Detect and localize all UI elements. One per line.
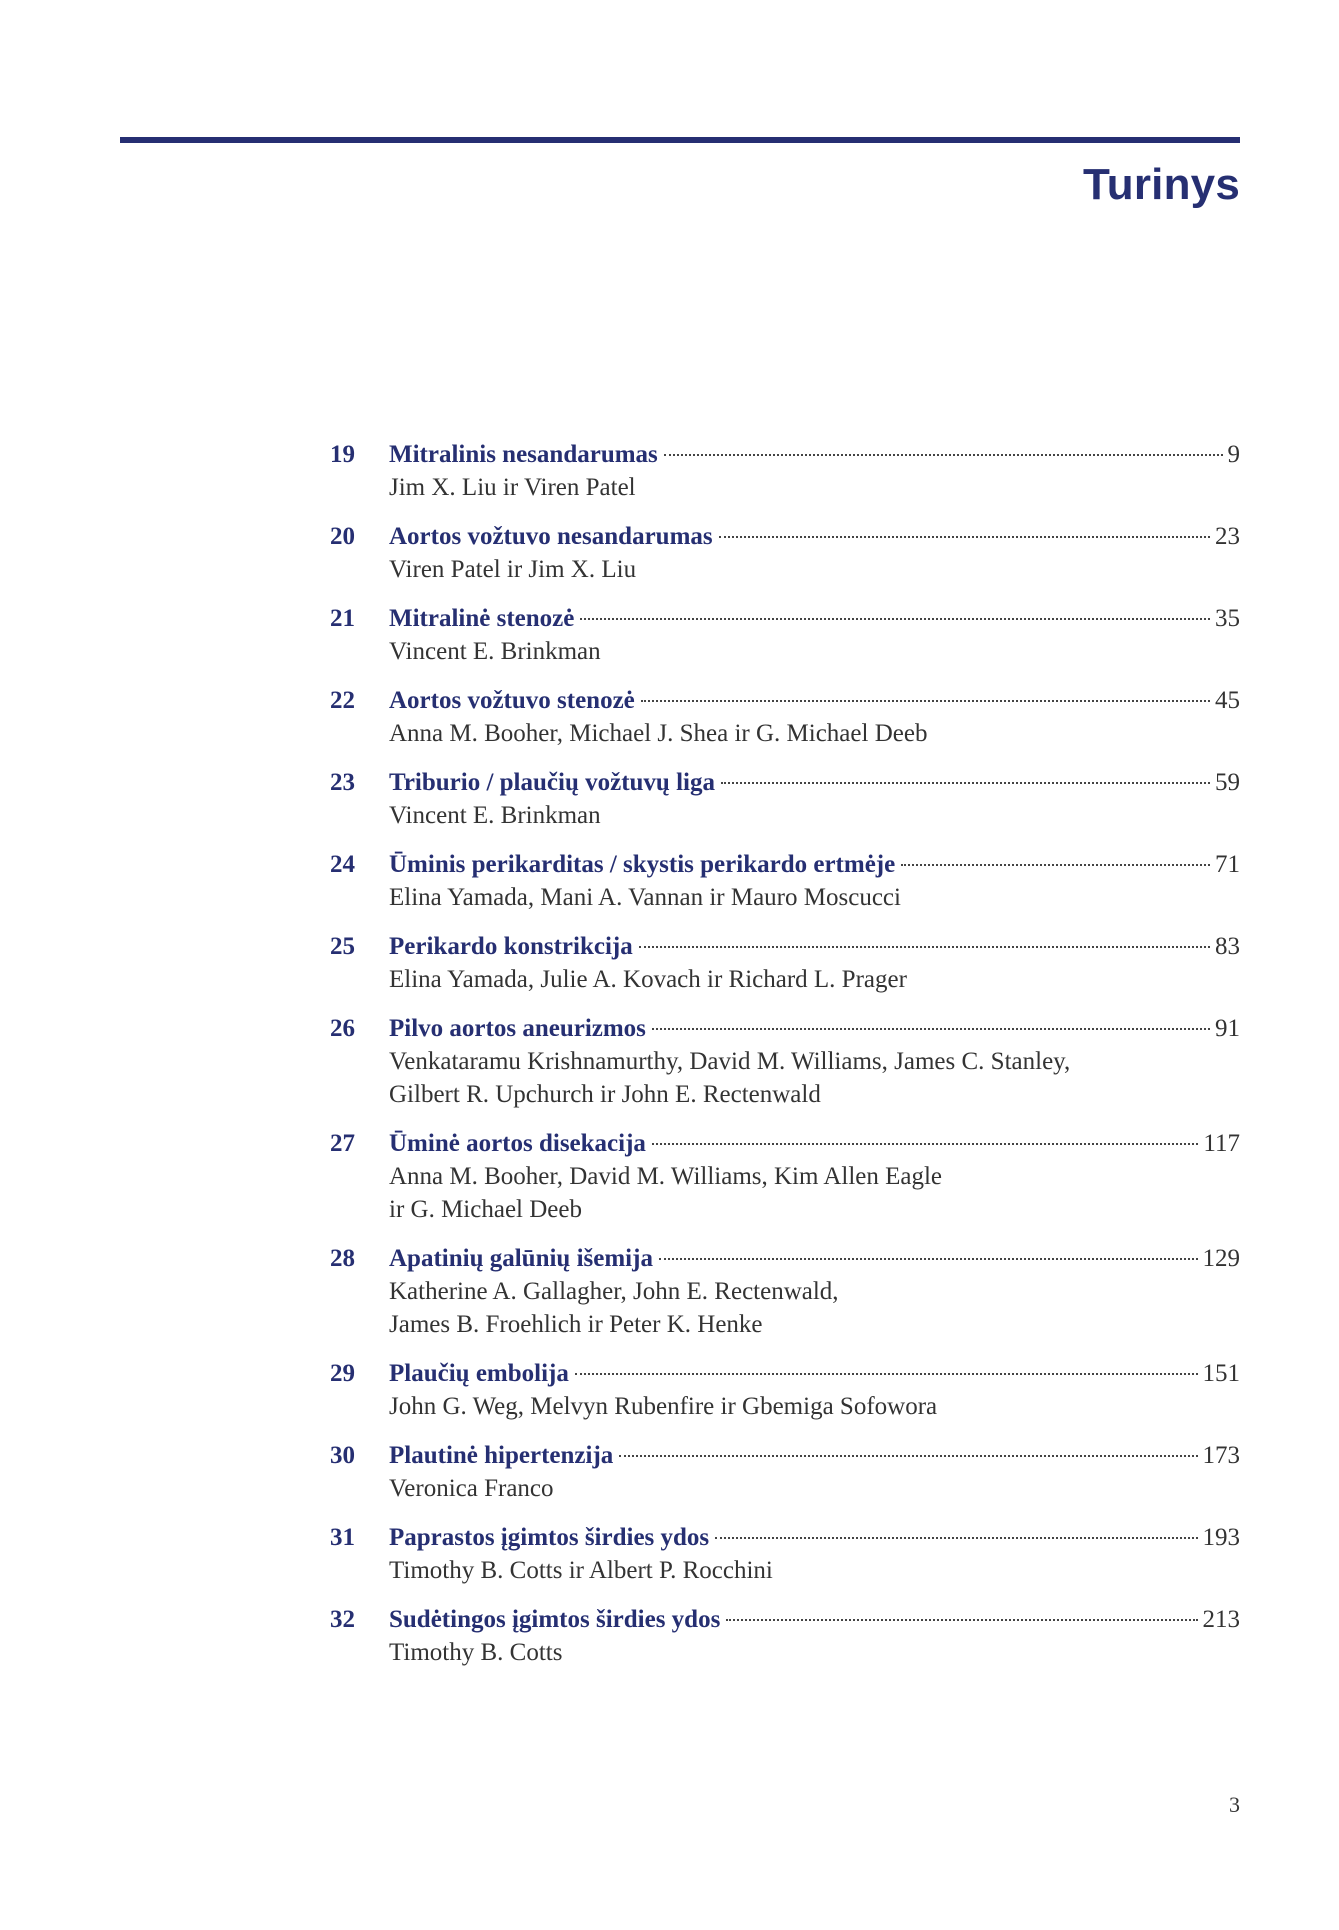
dot-leader <box>719 536 1210 538</box>
chapter-title-line <box>389 1012 1240 1045</box>
chapter-title-line <box>389 1357 1240 1390</box>
page-title: Turinys <box>1082 160 1240 209</box>
chapter-authors <box>389 471 1240 504</box>
chapter-number: 22 <box>330 687 355 714</box>
author-line: Veronica Franco <box>389 1475 554 1502</box>
chapter-page-ref: 213 <box>1202 1606 1240 1633</box>
chapter-page-ref: 129 <box>1202 1245 1240 1272</box>
chapter-page-ref: 151 <box>1202 1360 1240 1387</box>
chapter-title[interactable]: Sudėtingos įgimtos širdies ydos <box>389 1606 721 1633</box>
dot-leader <box>901 864 1210 866</box>
toc-entry[interactable] <box>330 1357 1240 1423</box>
chapter-title[interactable]: Plaučių embolija <box>389 1360 569 1387</box>
toc-entry[interactable] <box>330 766 1240 832</box>
author-line: Katherine A. Gallagher, John E. Rectenwald, <box>389 1278 839 1305</box>
chapter-page-ref: 59 <box>1215 769 1240 796</box>
chapter-page-ref: 83 <box>1215 933 1240 960</box>
chapter-authors <box>389 717 1240 750</box>
chapter-title[interactable]: Ūminė aortos disekacija <box>389 1130 646 1157</box>
author-line: James B. Froehlich ir Peter K. Henke <box>389 1311 763 1338</box>
chapter-title[interactable]: Paprastos įgimtos širdies ydos <box>389 1524 710 1551</box>
dot-leader <box>652 1028 1210 1030</box>
dot-leader <box>619 1455 1197 1457</box>
chapter-title[interactable]: Perikardo konstrikcija <box>389 933 633 960</box>
chapter-authors <box>389 635 1240 668</box>
author-line: Gilbert R. Upchurch ir John E. Rectenwald <box>389 1081 821 1108</box>
dot-leader <box>726 1619 1197 1621</box>
dot-leader <box>575 1373 1198 1375</box>
toc-entry[interactable] <box>330 1127 1240 1226</box>
chapter-page-ref: 71 <box>1215 851 1240 878</box>
dot-leader <box>639 946 1210 948</box>
chapter-title[interactable]: Pilvo aortos aneurizmos <box>389 1015 646 1042</box>
dot-leader <box>641 700 1210 702</box>
chapter-number: 32 <box>330 1606 355 1633</box>
chapter-title[interactable]: Triburio / plaučių vožtuvų liga <box>389 769 715 796</box>
chapter-number: 28 <box>330 1245 355 1272</box>
chapter-authors <box>389 1554 1240 1587</box>
chapter-title-line <box>389 848 1240 881</box>
chapter-authors <box>389 1390 1240 1423</box>
page-number: 3 <box>1229 1792 1240 1817</box>
dot-leader <box>580 618 1210 620</box>
chapter-authors <box>389 881 1240 914</box>
author-line: Elina Yamada, Julie A. Kovach ir Richard L. Prager <box>389 966 907 993</box>
dot-leader <box>652 1143 1199 1145</box>
toc-entry[interactable] <box>330 1521 1240 1587</box>
toc-entry[interactable] <box>330 848 1240 914</box>
table-of-contents <box>330 438 1240 1685</box>
chapter-title-line <box>389 1603 1240 1636</box>
chapter-number: 29 <box>330 1360 355 1387</box>
chapter-title-line <box>389 602 1240 635</box>
header-rule <box>120 137 1240 143</box>
chapter-number: 19 <box>330 441 355 468</box>
chapter-authors <box>389 553 1240 586</box>
toc-entry[interactable] <box>330 684 1240 750</box>
chapter-page-ref: 173 <box>1202 1442 1240 1469</box>
chapter-authors <box>389 1636 1240 1669</box>
author-line: Vincent E. Brinkman <box>389 638 601 665</box>
author-line: Timothy B. Cotts ir Albert P. Rocchini <box>389 1557 773 1584</box>
author-line: Venkataramu Krishnamurthy, David M. Williams, James C. Stanley, <box>389 1048 1071 1075</box>
chapter-page-ref: 193 <box>1202 1524 1240 1551</box>
chapter-title-line <box>389 520 1240 553</box>
chapter-title[interactable]: Ūminis perikarditas / skystis perikardo ertmėje <box>389 851 896 878</box>
chapter-title-line <box>389 930 1240 963</box>
chapter-page-ref: 91 <box>1215 1015 1240 1042</box>
author-line: Timothy B. Cotts <box>389 1639 563 1666</box>
chapter-page-ref: 117 <box>1203 1130 1240 1157</box>
chapter-title-line <box>389 1439 1240 1472</box>
chapter-authors <box>389 1472 1240 1505</box>
chapter-title[interactable]: Aortos vožtuvo nesandarumas <box>389 523 713 550</box>
dot-leader <box>664 454 1223 456</box>
toc-entry[interactable] <box>330 1603 1240 1669</box>
toc-entry[interactable] <box>330 438 1240 504</box>
chapter-page-ref: 45 <box>1215 687 1240 714</box>
author-line: Vincent E. Brinkman <box>389 802 601 829</box>
chapter-number: 21 <box>330 605 355 632</box>
chapter-title[interactable]: Mitralinis nesandarumas <box>389 441 658 468</box>
chapter-page-ref: 23 <box>1215 523 1240 550</box>
chapter-title-line <box>389 438 1240 471</box>
author-line: Elina Yamada, Mani A. Vannan ir Mauro Moscucci <box>389 884 901 911</box>
chapter-title[interactable]: Mitralinė stenozė <box>389 605 575 632</box>
toc-entry[interactable] <box>330 1012 1240 1111</box>
chapter-page-ref: 9 <box>1227 441 1240 468</box>
chapter-number: 24 <box>330 851 355 878</box>
author-line: John G. Weg, Melvyn Rubenfire ir Gbemiga Sofowora <box>389 1393 938 1420</box>
author-line: Anna M. Booher, David M. Williams, Kim Allen Eagle <box>389 1163 943 1190</box>
chapter-number: 23 <box>330 769 355 796</box>
dot-leader <box>659 1258 1198 1260</box>
author-line: Anna M. Booher, Michael J. Shea ir G. Michael Deeb <box>389 720 928 747</box>
chapter-title[interactable]: Aortos vožtuvo stenozė <box>389 687 635 714</box>
chapter-number: 25 <box>330 933 355 960</box>
dot-leader <box>715 1537 1197 1539</box>
author-line: Jim X. Liu ir Viren Patel <box>389 474 636 501</box>
chapter-authors <box>389 963 1240 996</box>
chapter-title-line <box>389 1242 1240 1275</box>
chapter-title-line <box>389 684 1240 717</box>
toc-entry[interactable] <box>330 930 1240 996</box>
chapter-authors <box>389 1045 1240 1111</box>
chapter-number: 20 <box>330 523 355 550</box>
author-line: Viren Patel ir Jim X. Liu <box>389 556 637 583</box>
chapter-title[interactable]: Apatinių galūnių išemija <box>389 1245 653 1272</box>
chapter-number: 30 <box>330 1442 355 1469</box>
author-line: ir G. Michael Deeb <box>389 1196 582 1223</box>
toc-entry[interactable] <box>330 1439 1240 1505</box>
toc-entry[interactable] <box>330 602 1240 668</box>
chapter-title-line <box>389 766 1240 799</box>
chapter-number: 31 <box>330 1524 355 1551</box>
chapter-number: 27 <box>330 1130 355 1157</box>
toc-entry[interactable] <box>330 1242 1240 1341</box>
chapter-authors <box>389 799 1240 832</box>
chapter-title-line <box>389 1521 1240 1554</box>
chapter-number: 26 <box>330 1015 355 1042</box>
chapter-title[interactable]: Plautinė hipertenzija <box>389 1442 614 1469</box>
chapter-authors <box>389 1160 1240 1226</box>
dot-leader <box>721 782 1210 784</box>
chapter-page-ref: 35 <box>1215 605 1240 632</box>
chapter-title-line <box>389 1127 1240 1160</box>
chapter-authors <box>389 1275 1240 1341</box>
toc-entry[interactable] <box>330 520 1240 586</box>
